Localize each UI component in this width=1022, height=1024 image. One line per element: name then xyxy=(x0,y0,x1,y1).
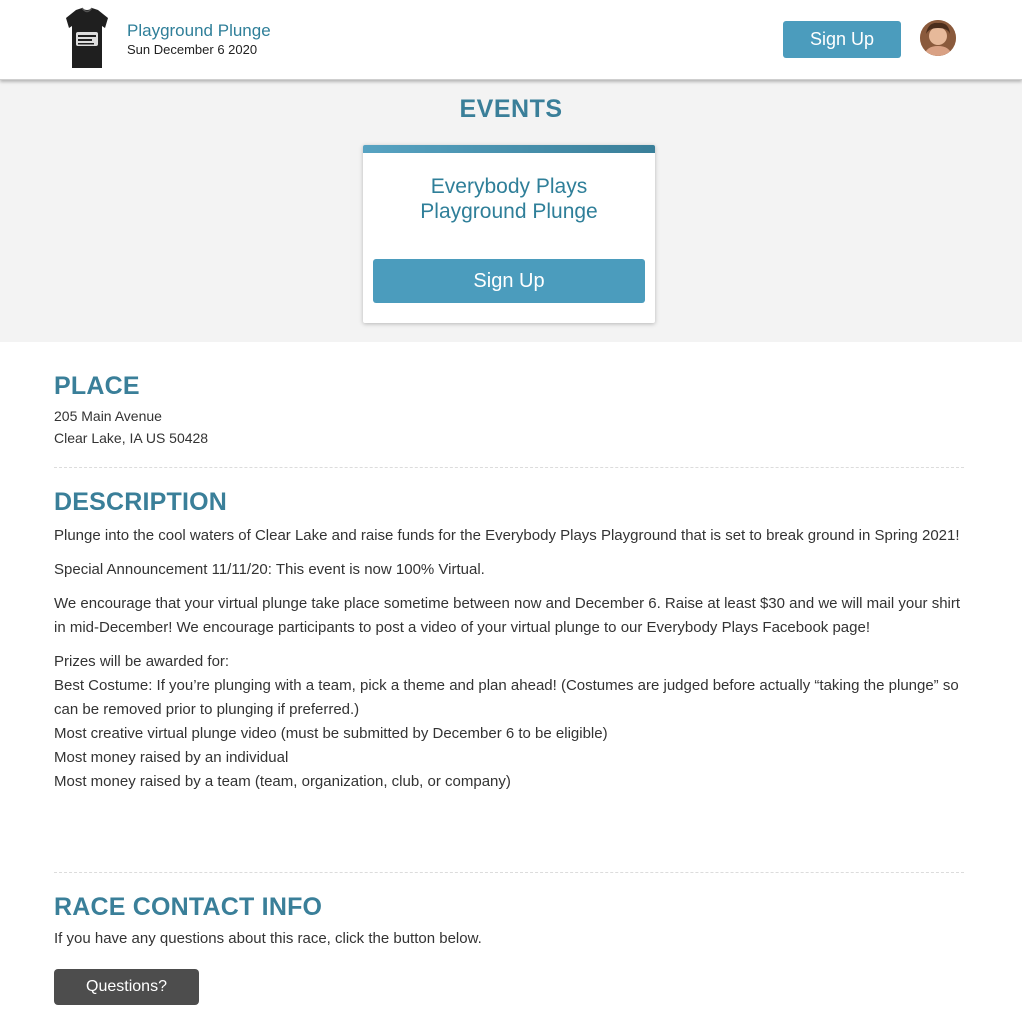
event-sign-up-button[interactable]: Sign Up xyxy=(373,259,645,303)
address-line-2: Clear Lake, IA US 50428 xyxy=(54,430,209,446)
event-title[interactable]: Playground Plunge xyxy=(127,21,271,40)
address-line-1: 205 Main Avenue xyxy=(54,408,162,424)
description-paragraph: We encourage that your virtual plunge take place sometime between now and December 6. Raise at least $30 and we will mail your shirt in mid-December! We encourage participants to post a video of your virtual plunge to our Everybody Plays Facebook page! xyxy=(54,595,961,636)
header-sign-up-button[interactable]: Sign Up xyxy=(783,21,901,58)
prize-item: Most money raised by a team (team, organization, club, or company) xyxy=(54,773,511,790)
events-heading: EVENTS xyxy=(459,95,563,123)
event-logo-shirt-icon[interactable] xyxy=(62,6,112,70)
contact-heading: RACE CONTACT INFO xyxy=(54,893,323,921)
prize-item: Most money raised by an individual xyxy=(54,749,289,766)
place-heading: PLACE xyxy=(54,372,140,400)
special-announcement: Special Announcement 11/11/20: This event is now 100% Virtual. xyxy=(54,561,485,578)
site-header xyxy=(0,0,1022,80)
event-card xyxy=(363,145,655,323)
description-body xyxy=(54,524,964,794)
event-card-name[interactable] xyxy=(363,174,655,224)
event-card-name-line2: Playground Plunge xyxy=(420,200,598,223)
questions-button[interactable]: Questions? xyxy=(54,969,199,1005)
description-paragraph: Plunge into the cool waters of Clear Lake and raise funds for the Everybody Plays Playground that is set to break ground in Spring 2021! xyxy=(54,527,960,544)
section-divider xyxy=(54,467,964,468)
description-heading: DESCRIPTION xyxy=(54,488,228,516)
section-divider xyxy=(54,872,964,873)
prizes-list xyxy=(54,650,964,794)
prize-item: Most creative virtual plunge video (must be submitted by December 6 to be eligible) xyxy=(54,725,608,742)
events-section xyxy=(0,80,1022,342)
event-date: Sun December 6 2020 xyxy=(127,42,258,57)
prizes-intro: Prizes will be awarded for: xyxy=(54,653,230,670)
event-card-accent-bar xyxy=(363,145,655,153)
event-card-name-line1: Everybody Plays xyxy=(430,175,588,198)
contact-text: If you have any questions about this race, click the button below. xyxy=(54,930,482,947)
prize-item: Best Costume: If you’re plunging with a team, pick a theme and plan ahead! (Costumes are judged before actually “taking the plunge” so can be removed prior to plunging if preferred.) xyxy=(54,677,959,718)
user-avatar[interactable] xyxy=(920,20,956,56)
